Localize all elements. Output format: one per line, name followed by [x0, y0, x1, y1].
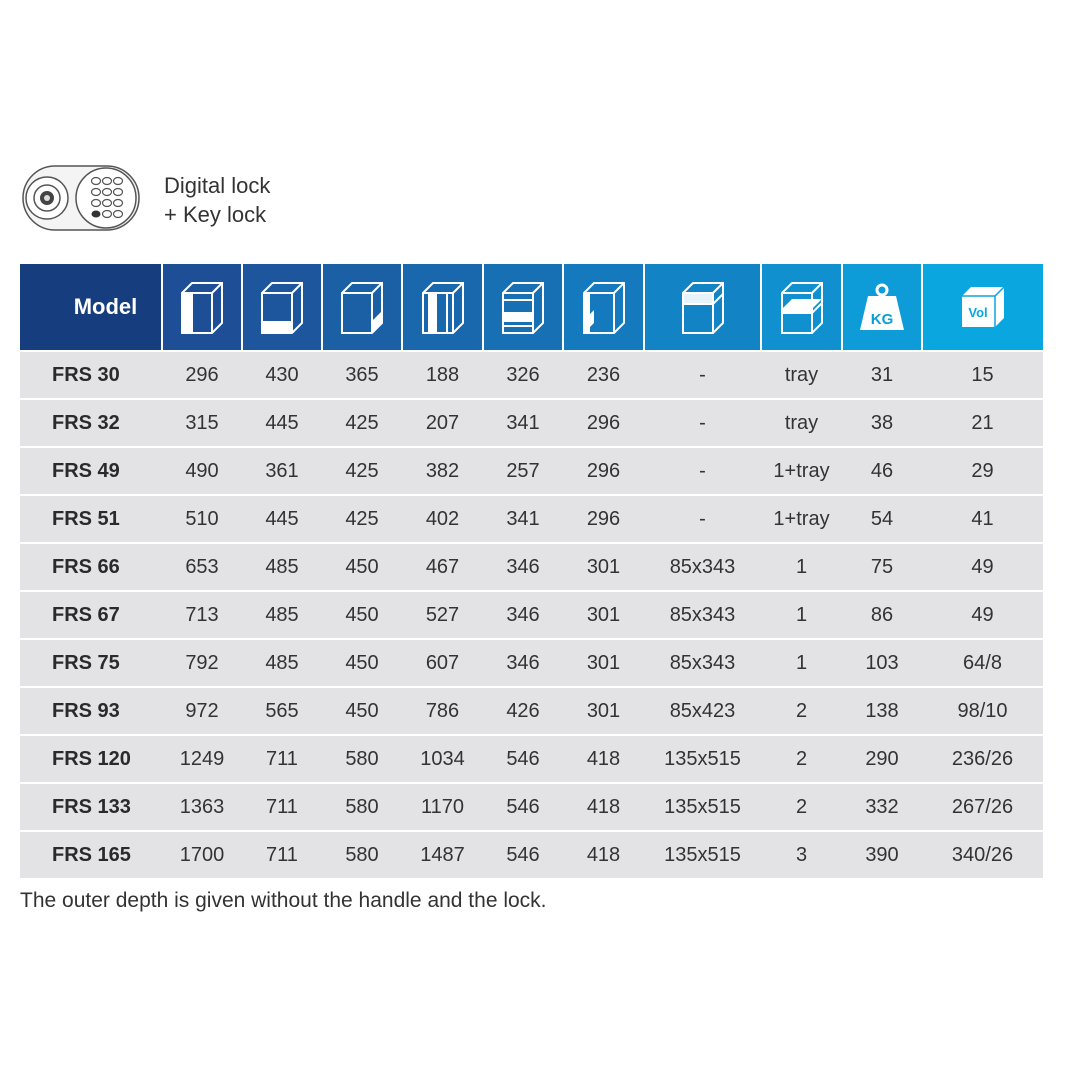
- inner-compartment-cell: 85x343: [644, 543, 761, 591]
- weight-cell: 38: [842, 399, 922, 447]
- inner-compartment-cell: 135x515: [644, 831, 761, 878]
- inner-compartment-cell: 85x343: [644, 639, 761, 687]
- model-cell: FRS 32: [20, 399, 162, 447]
- inner-compartment-cell: -: [644, 351, 761, 399]
- shelves-cell: 2: [761, 735, 842, 783]
- outer-depth-icon: [339, 280, 385, 334]
- inner-height-cell: 1034: [402, 735, 483, 783]
- shelves-cell: 1: [761, 591, 842, 639]
- table-row: [20, 831, 1043, 878]
- volume-cell: 64/8: [922, 639, 1043, 687]
- weight-header: [842, 264, 922, 351]
- volume-cell: 267/26: [922, 783, 1043, 831]
- outer-width-cell: 711: [242, 735, 322, 783]
- inner-height-cell: 382: [402, 447, 483, 495]
- outer-depth-cell: 450: [322, 639, 402, 687]
- outer-height-cell: 1249: [162, 735, 242, 783]
- inner-width-icon: [500, 280, 546, 334]
- table-row: [20, 591, 1043, 639]
- weight-cell: 390: [842, 831, 922, 878]
- outer-width-cell: 485: [242, 543, 322, 591]
- inner-width-cell: 346: [483, 591, 563, 639]
- outer-width-cell: 485: [242, 591, 322, 639]
- inner-depth-cell: 301: [563, 543, 644, 591]
- outer-width-cell: 361: [242, 447, 322, 495]
- shelves-cell: 2: [761, 687, 842, 735]
- inner-height-cell: 1170: [402, 783, 483, 831]
- lock-description: [164, 171, 270, 229]
- inner-width-cell: 326: [483, 351, 563, 399]
- model-cell: FRS 67: [20, 591, 162, 639]
- inner-compartment-cell: -: [644, 447, 761, 495]
- table-row: [20, 783, 1043, 831]
- inner-width-header: [483, 264, 563, 351]
- outer-width-cell: 445: [242, 495, 322, 543]
- outer-height-cell: 296: [162, 351, 242, 399]
- outer-depth-cell: 425: [322, 399, 402, 447]
- weight-cell: 31: [842, 351, 922, 399]
- outer-height-cell: 315: [162, 399, 242, 447]
- inner-height-cell: 467: [402, 543, 483, 591]
- inner-compartment-cell: -: [644, 399, 761, 447]
- outer-depth-cell: 580: [322, 783, 402, 831]
- inner-compartment-cell: 85x343: [644, 591, 761, 639]
- inner-height-icon: [420, 280, 466, 334]
- weight-cell: 54: [842, 495, 922, 543]
- inner-height-cell: 527: [402, 591, 483, 639]
- inner-width-cell: 341: [483, 399, 563, 447]
- outer-depth-cell: 580: [322, 735, 402, 783]
- weight-icon-label: KG: [870, 311, 894, 328]
- model-column-header: [20, 264, 162, 351]
- outer-depth-cell: 580: [322, 831, 402, 878]
- volume-icon: [960, 285, 1006, 329]
- inner-width-cell: 546: [483, 783, 563, 831]
- inner-compartment-header: [644, 264, 761, 351]
- table-row: [20, 687, 1043, 735]
- outer-height-cell: 1363: [162, 783, 242, 831]
- outer-depth-cell: 425: [322, 495, 402, 543]
- weight-cell: 46: [842, 447, 922, 495]
- weight-cell: 138: [842, 687, 922, 735]
- weight-cell: 332: [842, 783, 922, 831]
- inner-depth-icon: [581, 280, 627, 334]
- outer-height-icon: [179, 280, 225, 334]
- inner-width-cell: 346: [483, 639, 563, 687]
- shelves-cell: 2: [761, 783, 842, 831]
- shelves-cell: 1: [761, 639, 842, 687]
- outer-depth-cell: 425: [322, 447, 402, 495]
- inner-height-cell: 402: [402, 495, 483, 543]
- outer-width-cell: 711: [242, 783, 322, 831]
- table-row: [20, 543, 1043, 591]
- outer-width-header: [242, 264, 322, 351]
- inner-depth-cell: 418: [563, 783, 644, 831]
- outer-width-icon: [259, 280, 305, 334]
- weight-icon: [859, 282, 905, 332]
- shelves-cell: 3: [761, 831, 842, 878]
- inner-width-cell: 426: [483, 687, 563, 735]
- inner-height-cell: 1487: [402, 831, 483, 878]
- outer-height-cell: 713: [162, 591, 242, 639]
- volume-cell: 15: [922, 351, 1043, 399]
- inner-depth-header: [563, 264, 644, 351]
- inner-depth-cell: 296: [563, 447, 644, 495]
- outer-depth-cell: 450: [322, 591, 402, 639]
- inner-depth-cell: 418: [563, 735, 644, 783]
- model-cell: FRS 120: [20, 735, 162, 783]
- outer-height-header: [162, 264, 242, 351]
- outer-height-cell: 490: [162, 447, 242, 495]
- volume-cell: 236/26: [922, 735, 1043, 783]
- inner-height-header: [402, 264, 483, 351]
- model-cell: FRS 66: [20, 543, 162, 591]
- volume-icon-label: Vol: [968, 305, 988, 320]
- digital-keypad-and-key-lock-icon: [22, 165, 140, 231]
- model-cell: FRS 49: [20, 447, 162, 495]
- model-cell: FRS 93: [20, 687, 162, 735]
- outer-width-cell: 485: [242, 639, 322, 687]
- model-cell: FRS 51: [20, 495, 162, 543]
- model-cell: FRS 133: [20, 783, 162, 831]
- inner-width-cell: 346: [483, 543, 563, 591]
- lock-line-1: Digital lock: [164, 173, 271, 198]
- inner-width-cell: 257: [483, 447, 563, 495]
- model-header-label: Model: [73, 294, 138, 319]
- inner-depth-cell: 301: [563, 591, 644, 639]
- volume-cell: 29: [922, 447, 1043, 495]
- inner-height-cell: 188: [402, 351, 483, 399]
- table-row: [20, 639, 1043, 687]
- volume-header: [922, 264, 1043, 351]
- inner-compartment-cell: 135x515: [644, 783, 761, 831]
- outer-width-cell: 711: [242, 831, 322, 878]
- inner-height-cell: 786: [402, 687, 483, 735]
- shelves-cell: 1+tray: [761, 447, 842, 495]
- table-row: [20, 735, 1043, 783]
- model-cell: FRS 30: [20, 351, 162, 399]
- table-row: [20, 351, 1043, 399]
- inner-width-cell: 341: [483, 495, 563, 543]
- volume-cell: 49: [922, 543, 1043, 591]
- outer-depth-cell: 365: [322, 351, 402, 399]
- inner-depth-cell: 296: [563, 495, 644, 543]
- inner-height-cell: 607: [402, 639, 483, 687]
- inner-depth-cell: 418: [563, 831, 644, 878]
- table-row: [20, 495, 1043, 543]
- shelf-header: [761, 264, 842, 351]
- outer-height-cell: 792: [162, 639, 242, 687]
- table-header-row: [20, 264, 1043, 351]
- inner-compartment-icon: [680, 280, 726, 334]
- outer-height-cell: 510: [162, 495, 242, 543]
- model-cell: FRS 165: [20, 831, 162, 878]
- inner-depth-cell: 296: [563, 399, 644, 447]
- inner-depth-cell: 301: [563, 639, 644, 687]
- outer-width-cell: 430: [242, 351, 322, 399]
- outer-depth-cell: 450: [322, 687, 402, 735]
- volume-cell: 340/26: [922, 831, 1043, 878]
- shelves-cell: tray: [761, 351, 842, 399]
- outer-height-cell: 653: [162, 543, 242, 591]
- weight-cell: 86: [842, 591, 922, 639]
- footnote: The outer depth is given without the handle and the lock.: [20, 889, 547, 912]
- outer-height-cell: 972: [162, 687, 242, 735]
- shelves-cell: 1+tray: [761, 495, 842, 543]
- volume-cell: 21: [922, 399, 1043, 447]
- outer-width-cell: 565: [242, 687, 322, 735]
- inner-compartment-cell: 135x515: [644, 735, 761, 783]
- specifications-table: [20, 264, 1043, 878]
- outer-depth-header: [322, 264, 402, 351]
- lock-line-2: + Key lock: [164, 202, 267, 227]
- shelves-cell: tray: [761, 399, 842, 447]
- table-row: [20, 399, 1043, 447]
- outer-height-cell: 1700: [162, 831, 242, 878]
- weight-cell: 290: [842, 735, 922, 783]
- volume-cell: 49: [922, 591, 1043, 639]
- weight-cell: 103: [842, 639, 922, 687]
- inner-width-cell: 546: [483, 735, 563, 783]
- shelves-cell: 1: [761, 543, 842, 591]
- volume-cell: 98/10: [922, 687, 1043, 735]
- volume-cell: 41: [922, 495, 1043, 543]
- inner-height-cell: 207: [402, 399, 483, 447]
- inner-depth-cell: 301: [563, 687, 644, 735]
- inner-compartment-cell: 85x423: [644, 687, 761, 735]
- model-cell: FRS 75: [20, 639, 162, 687]
- inner-compartment-cell: -: [644, 495, 761, 543]
- shelf-icon: [779, 280, 825, 334]
- inner-width-cell: 546: [483, 831, 563, 878]
- table-row: [20, 447, 1043, 495]
- outer-width-cell: 445: [242, 399, 322, 447]
- weight-cell: 75: [842, 543, 922, 591]
- outer-depth-cell: 450: [322, 543, 402, 591]
- inner-depth-cell: 236: [563, 351, 644, 399]
